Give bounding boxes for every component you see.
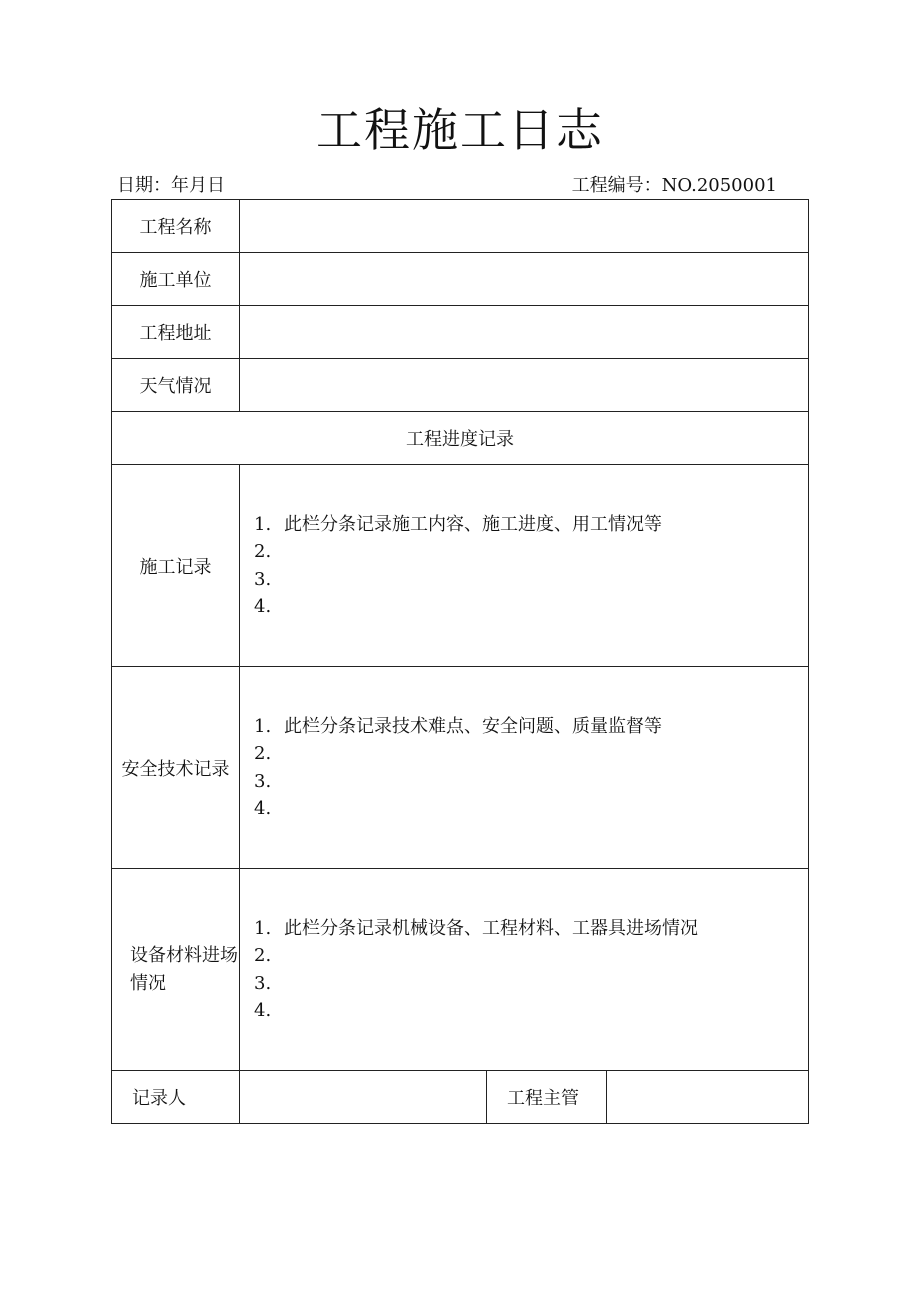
safety-tech-record-field[interactable]: [240, 667, 809, 869]
project-name-field[interactable]: [240, 200, 809, 253]
construction-record-list: [240, 511, 808, 621]
list-item: 3.: [254, 972, 272, 994]
project-name-label: 工程名称: [112, 200, 240, 253]
list-item: 1. 此栏分条记录施工内容、施工进度、用工情况等: [254, 513, 662, 535]
equipment-material-field[interactable]: [240, 869, 809, 1071]
weather-field[interactable]: [240, 359, 809, 412]
supervisor-field[interactable]: [607, 1071, 809, 1124]
construction-log-table: [111, 199, 809, 1124]
row-construction-record: [112, 465, 809, 667]
recorder-label: 记录人: [112, 1071, 240, 1124]
list-item: 4.: [254, 596, 272, 617]
supervisor-label: 工程主管: [487, 1071, 607, 1124]
construction-unit-label: 施工单位: [112, 253, 240, 306]
list-item: 4.: [254, 1000, 272, 1021]
safety-tech-record-list: [240, 713, 808, 823]
list-item: 4.: [254, 798, 272, 819]
row-safety-tech-record: [112, 667, 809, 869]
list-item: 3.: [254, 770, 272, 792]
list-item: 3.: [254, 568, 272, 590]
project-number: 工程编号：NO.2050001: [571, 175, 777, 196]
weather-label: 天气情况: [112, 359, 240, 412]
safety-tech-record-label: 安全技术记录: [112, 667, 240, 869]
row-construction-unit: [112, 253, 809, 306]
construction-unit-field[interactable]: [240, 253, 809, 306]
equipment-material-list: [240, 915, 808, 1025]
progress-record-heading: 工程进度记录: [112, 412, 809, 465]
list-item: 1. 此栏分条记录技术难点、安全问题、质量监督等: [254, 715, 662, 737]
row-weather: [112, 359, 809, 412]
row-project-address: [112, 306, 809, 359]
date-label: 日期：年月日: [117, 175, 225, 196]
equipment-material-label: 设备材料进场情况: [112, 869, 240, 1071]
construction-record-field[interactable]: [240, 465, 809, 667]
row-signatures: [112, 1071, 809, 1124]
row-project-name: [112, 200, 809, 253]
row-section-heading: [112, 412, 809, 465]
construction-record-label: 施工记录: [112, 465, 240, 667]
page-title: 工程施工日志: [316, 103, 604, 157]
list-item: 2.: [254, 945, 272, 966]
project-address-field[interactable]: [240, 306, 809, 359]
recorder-field[interactable]: [240, 1071, 487, 1124]
list-item: 2.: [254, 541, 272, 562]
project-address-label: 工程地址: [112, 306, 240, 359]
list-item: 2.: [254, 743, 272, 764]
row-equipment-material: [112, 869, 809, 1071]
list-item: 1. 此栏分条记录机械设备、工程材料、工器具进场情况: [254, 917, 698, 939]
